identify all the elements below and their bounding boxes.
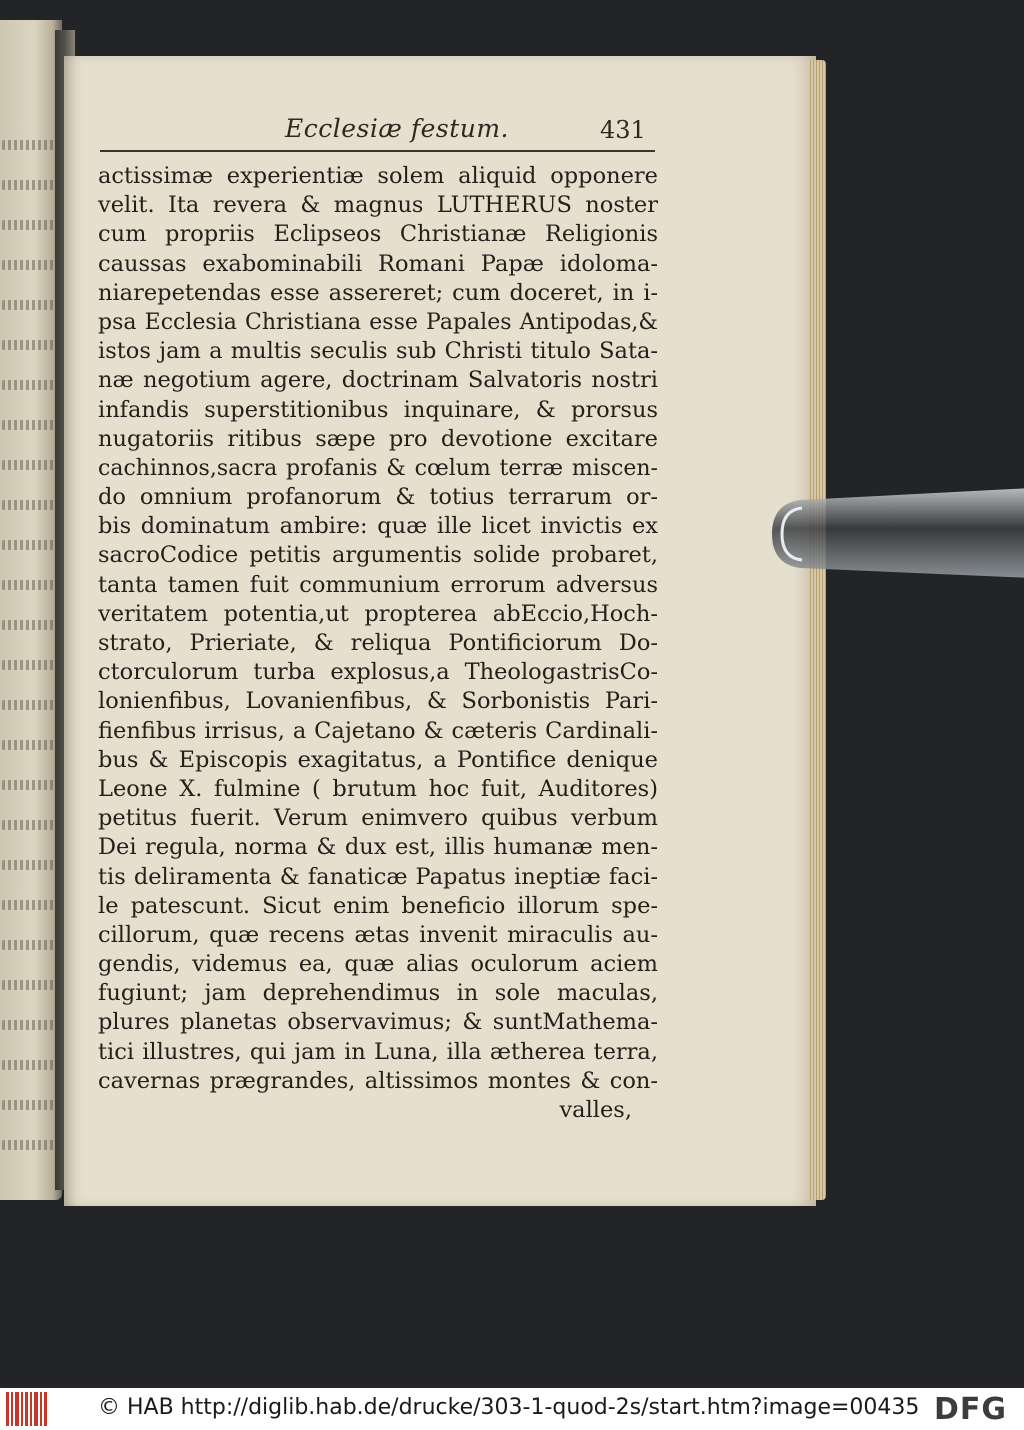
- text-line: petitus fuerit. Verum enimvero quibus verbum: [98, 805, 658, 832]
- text-line: sacroCodice petitis argumentis solide probaret,: [98, 542, 658, 569]
- page-number: 431: [600, 116, 646, 144]
- footer-credit-link[interactable]: © HAB http://diglib.hab.de/drucke/303-1-quod-2s/start.htm?image=00435: [98, 1395, 920, 1420]
- header-rule: [100, 150, 655, 152]
- text-line: tis deliramenta & fanaticæ Papatus ineptiæ faci-: [98, 863, 658, 890]
- text-line: velit. Ita revera & magnus LUTHERUS noster: [98, 192, 658, 219]
- page-header: [100, 110, 660, 150]
- text-line: gendis, videmus ea, quæ alias oculorum aciem: [98, 951, 658, 978]
- text-line: infandis superstitionibus inquinare, & prorsus: [98, 396, 658, 423]
- text-line: strato, Prieriate, & reliqua Pontificiorum Do-: [98, 630, 658, 656]
- text-line: cum propriis Eclipseos Christianæ Religionis: [98, 221, 658, 248]
- text-line: ctorculorum turba explosus,a TheologastrisCo-: [98, 659, 658, 686]
- running-head: Ecclesiæ festum.: [285, 114, 509, 143]
- text-line: bus & Episcopis exagitatus, a Pontifice denique: [98, 746, 658, 773]
- text-line: caussas exabominabili Romani Papæ idoloma-: [98, 250, 658, 277]
- left-page-fragment: [0, 20, 62, 1200]
- footer-bar: [0, 1388, 1024, 1430]
- text-line: cillorum, quæ recens ætas invenit miraculis au-: [98, 921, 658, 948]
- text-line: psa Ecclesia Christiana esse Papales Antipodas,&: [98, 309, 658, 335]
- text-line: le patescunt. Sicut enim beneficio illorum spe-: [98, 892, 658, 919]
- text-line: fugiunt; jam deprehendimus in sole maculas,: [98, 980, 658, 1007]
- text-line: tici illustres, qui jam in Luna, illa ætherea terra,: [98, 1038, 658, 1065]
- glass-weight: [772, 488, 1024, 578]
- text-line: do omnium profanorum & totius terrarum or-: [98, 484, 658, 511]
- text-line: nugatoriis ritibus sæpe pro devotione excitare: [98, 425, 658, 452]
- text-line: lonienfibus, Lovanienfibus, & Sorbonistis Pari-: [98, 688, 658, 715]
- text-line: Leone X. fulmine ( brutum hoc fuit, Auditores): [98, 775, 658, 802]
- text-line: plures planetas observavimus; & suntMathema-: [98, 1009, 658, 1036]
- text-line: valles,: [559, 1097, 632, 1123]
- text-line: fienfibus irrisus, a Cajetano & cæteris Cardinali-: [98, 717, 658, 744]
- text-line: cachinnos,sacra profanis & cœlum terræ miscen-: [98, 455, 658, 481]
- text-line: bis dominatum ambire: quæ ille licet invictis ex: [98, 513, 658, 540]
- text-line: niarepetendas esse assereret; cum doceret, in i-: [98, 279, 658, 306]
- barcode-icon: [6, 1392, 50, 1426]
- text-line: tanta tamen fuit communium errorum adversus: [98, 571, 658, 598]
- dfg-logo: DFG: [934, 1392, 1008, 1427]
- text-line: cavernas prægrandes, altissimos montes & con-: [98, 1067, 658, 1094]
- page-edge: [808, 60, 826, 1200]
- text-line: Dei regula, norma & dux est, illis humanæ men-: [98, 834, 658, 861]
- text-line: actissimæ experientiæ solem aliquid opponere: [98, 163, 658, 189]
- text-line: næ negotium agere, doctrinam Salvatoris nostri: [98, 367, 658, 394]
- body-text: [98, 162, 658, 1125]
- text-line: istos jam a multis seculis sub Christi titulo Sata-: [98, 338, 658, 365]
- text-line: veritatem potentia,ut propterea abEccio,Hoch-: [98, 600, 658, 627]
